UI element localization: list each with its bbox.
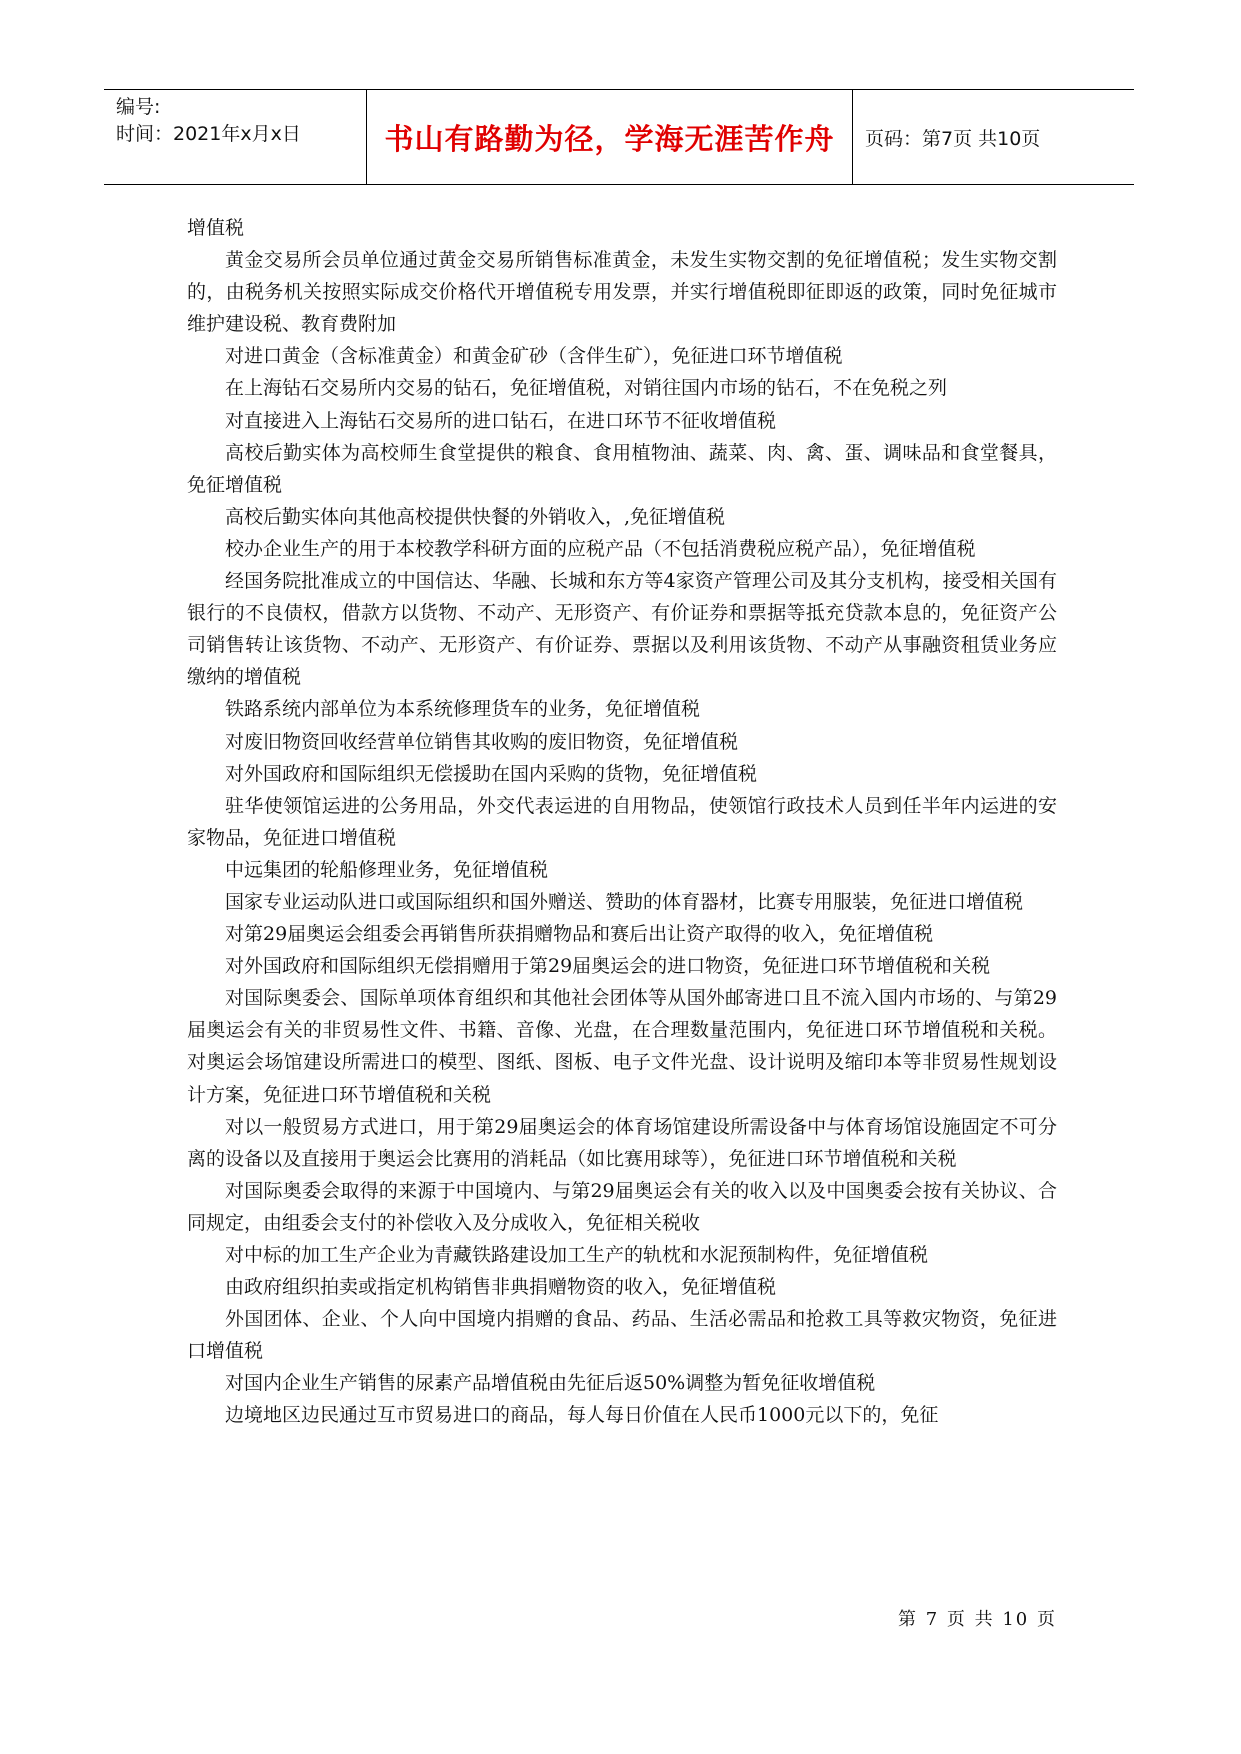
paragraph: 对废旧物资回收经营单位销售其收购的废旧物资，免征增值税	[225, 730, 739, 753]
paragraph: 黄金交易所会员单位通过黄金交易所销售标准黄金，未发生实物交割的免征增值税；发生实物交割的，由税务机关按照实际成交价格代开增值税专用发票，并实行增值税即征即返的政策，同时免征城市维护建设税、教育费附加	[187, 249, 1057, 336]
paragraph: 经国务院批准成立的中国信达、华融、长城和东方等4家资产管理公司及其分支机构，接受相关国有银行的不良债权，借款方以货物、不动产、无形资产、有价证券和票据等抵充贷款本息的，免征资产公司销售转让该货物、不动产、无形资产、有价证券、票据以及利用该货物、不动产从事融资租赁业务应缴纳的增值税	[187, 570, 1057, 689]
paragraph: 校办企业生产的用于本校教学科研方面的应税产品（不包括消费税应税产品），免征增值税	[225, 537, 976, 560]
page-footer: 第 7 页 共 10 页	[898, 1609, 1057, 1630]
header-meta	[104, 90, 367, 184]
motto-text: 书山有路勤为径，学海无涯苦作舟	[384, 121, 835, 156]
paragraph: 中远集团的轮船修理业务，免征增值税	[225, 858, 549, 881]
paragraph: 对直接进入上海钻石交易所的进口钻石，在进口环节不征收增值税	[225, 409, 777, 432]
paragraph: 边境地区边民通过互市贸易进口的商品，每人每日价值在人民币1000元以下的，免征	[225, 1404, 939, 1427]
paragraph: 对中标的加工生产企业为青藏铁路建设加工生产的轨枕和水泥预制构件，免征增值税	[225, 1244, 929, 1266]
paragraph: 对国际奥委会取得的来源于中国境内、与第29届奥运会有关的收入以及中国奥委会按有关协议、合同规定，由组委会支付的补偿收入及分成收入，免征相关税收	[187, 1179, 1057, 1234]
paragraph: 高校后勤实体为高校师生食堂提供的粮食、食用植物油、蔬菜、肉、禽、蛋、调味品和食堂餐具，免征增值税	[187, 441, 1057, 496]
paragraph: 高校后勤实体向其他高校提供快餐的外销收入，,免征增值税	[225, 505, 726, 528]
document-header	[104, 89, 1134, 185]
time-label: 时间：2021年x月x日	[116, 123, 301, 145]
paragraph: 驻华使领馆运进的公务用品，外交代表运进的自用物品，使领馆行政技术人员到任半年内运进的安家物品，免征进口增值税	[187, 794, 1057, 849]
number-label: 编号:	[116, 96, 161, 118]
paragraph: 对进口黄金（含标准黄金）和黄金矿砂（含伴生矿），免征进口环节增值税	[225, 345, 843, 368]
paragraph: 对以一般贸易方式进口，用于第29届奥运会的体育场馆建设所需设备中与体育场馆设施固定不可分离的设备以及直接用于奥运会比赛用的消耗品（如比赛用球等），免征进口环节增值税和关税	[187, 1115, 1057, 1170]
paragraph: 外国团体、企业、个人向中国境内捐赠的食品、药品、生活必需品和抢救工具等救灾物资，免征进口增值税	[187, 1308, 1057, 1363]
paragraph: 对外国政府和国际组织无偿援助在国内采购的货物，免征增值税	[225, 762, 758, 785]
paragraph: 铁路系统内部单位为本系统修理货车的业务，免征增值税	[225, 698, 701, 721]
document-body	[187, 212, 1057, 1432]
paragraph: 对第29届奥运会组委会再销售所获捐赠物品和赛后出让资产取得的收入，免征增值税	[225, 923, 934, 946]
paragraph: 对国际奥委会、国际单项体育组织和其他社会团体等从国外邮寄进口且不流入国内市场的、与第29届奥运会有关的非贸易性文件、书籍、音像、光盘，在合理数量范围内，免征进口环节增值税和关税。对奥运会场馆建设所需进口的模型、图纸、图板、电子文件光盘、设计说明及缩印本等非贸易性规划设计方案，免征进口环节增值税和关税	[187, 987, 1057, 1106]
paragraph: 由政府组织拍卖或指定机构销售非典捐赠物资的收入，免征增值税	[225, 1276, 777, 1299]
paragraph: 增值税	[187, 217, 245, 239]
paragraph: 在上海钻石交易所内交易的钻石，免征增值税，对销往国内市场的钻石，不在免税之列	[225, 377, 948, 400]
paragraph: 对外国政府和国际组织无偿捐赠用于第29届奥运会的进口物资，免征进口环节增值税和关税	[225, 955, 991, 978]
paragraph: 对国内企业生产销售的尿素产品增值税由先征后返50%调整为暂免征收增值税	[225, 1372, 876, 1395]
paragraph: 国家专业运动队进口或国际组织和国外赠送、赞助的体育器材，比赛专用服装，免征进口增值税	[225, 890, 1024, 913]
header-page-info: 页码：第7页 共10页	[865, 127, 1041, 150]
header-motto-cell	[367, 90, 853, 184]
